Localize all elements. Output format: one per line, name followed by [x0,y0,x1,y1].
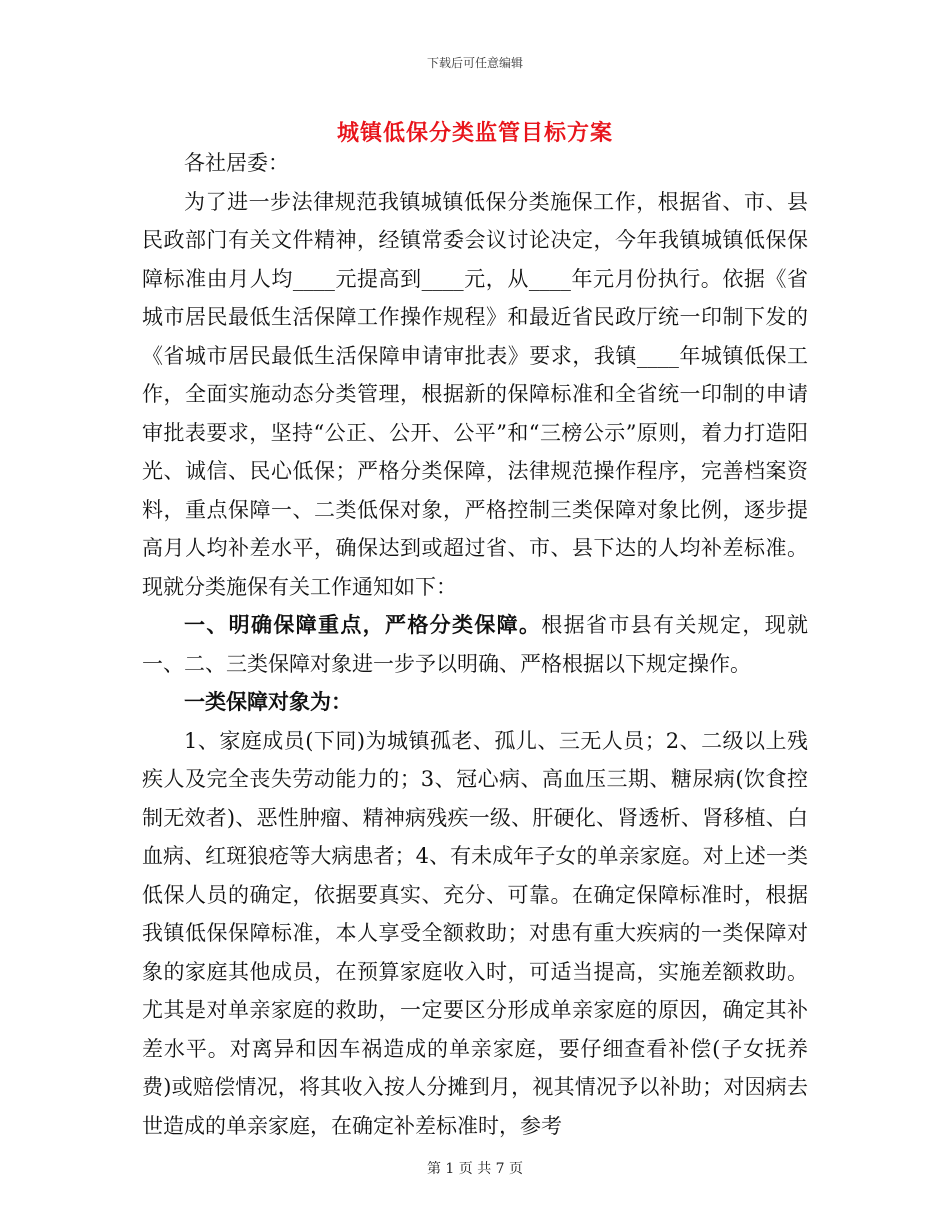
salutation: 各社居委： [184,151,289,175]
document-body [142,144,808,1145]
section-1-text: 根据省市县有关规定，现就一、二、三类保障对象进一步予以明确、严格根据以下规定操作。 [142,613,809,676]
section-1-heading: 一、明确保障重点，严格分类保障。 [184,612,542,637]
section-1-paragraph [142,606,808,683]
class-1-paragraph: 1、家庭成员(下同)为城镇孤老、孤儿、三无人员；2、二级以上残疾人及完全丧失劳动能力的；3、冠心病、高血压三期、糖尿病(饮食控制无效者)、恶性肿瘤、精神病残疾一级、肝硬化、肾透析、肾移植、白血病、红斑狼疮等大病患者；4、有未成年子女的单亲家庭。对上述一类低保人员的确定，依据要真实、充分、可靠。在确定保障标准时，根据我镇低保保障标准，本人享受全额救助；对患有重大疾病的一类保障对象的家庭其他成员，在预算家庭收入时，可适当提高，实施差额救助。尤其是对单亲家庭的救助，一定要区分形成单亲家庭的原因，确定其补差水平。对离异和因车祸造成的单亲家庭，要仔细查看补偿(子女抚养费)或赔偿情况，将其收入按人分摊到月，视其情况予以补助；对因病去世造成的单亲家庭，在确定补差标准时，参考 [142,728,808,1138]
header-note: 下载后可任意编辑 [426,56,523,70]
class-1-subheading: 一类保障对象为： [184,689,352,714]
document-title: 城镇低保分类监管目标方案 [336,120,613,146]
page-number: 第 1 页 共 7 页 [426,1161,524,1177]
intro-paragraph: 为了进一步法律规范我镇城镇低保分类施保工作，根据省、市、县民政部门有关文件精神，经镇常委会议讨论决定，今年我镇城镇低保保障标准由月人均____元提高到____元，从____年元月份执行。依据《省城市居民最低生活保障工作操作规程》和最近省民政厅统一印制下发的《省城市居民最低生活保障申请审批表》要求，我镇____年城镇低保工作，全面实施动态分类管理，根据新的保障标准和全省统一印制的申请审批表要求，坚持“公正、公开、公平”和“三榜公示”原则，着力打造阳光、诚信、民心低保；严格分类保障，法律规范操作程序，完善档案资料，重点保障一、二类低保对象，严格控制三类保障对象比例，逐步提高月人均补差水平，确保达到或超过省、市、县下达的人均补差标准。现就分类施保有关工作通知如下： [142,189,808,599]
